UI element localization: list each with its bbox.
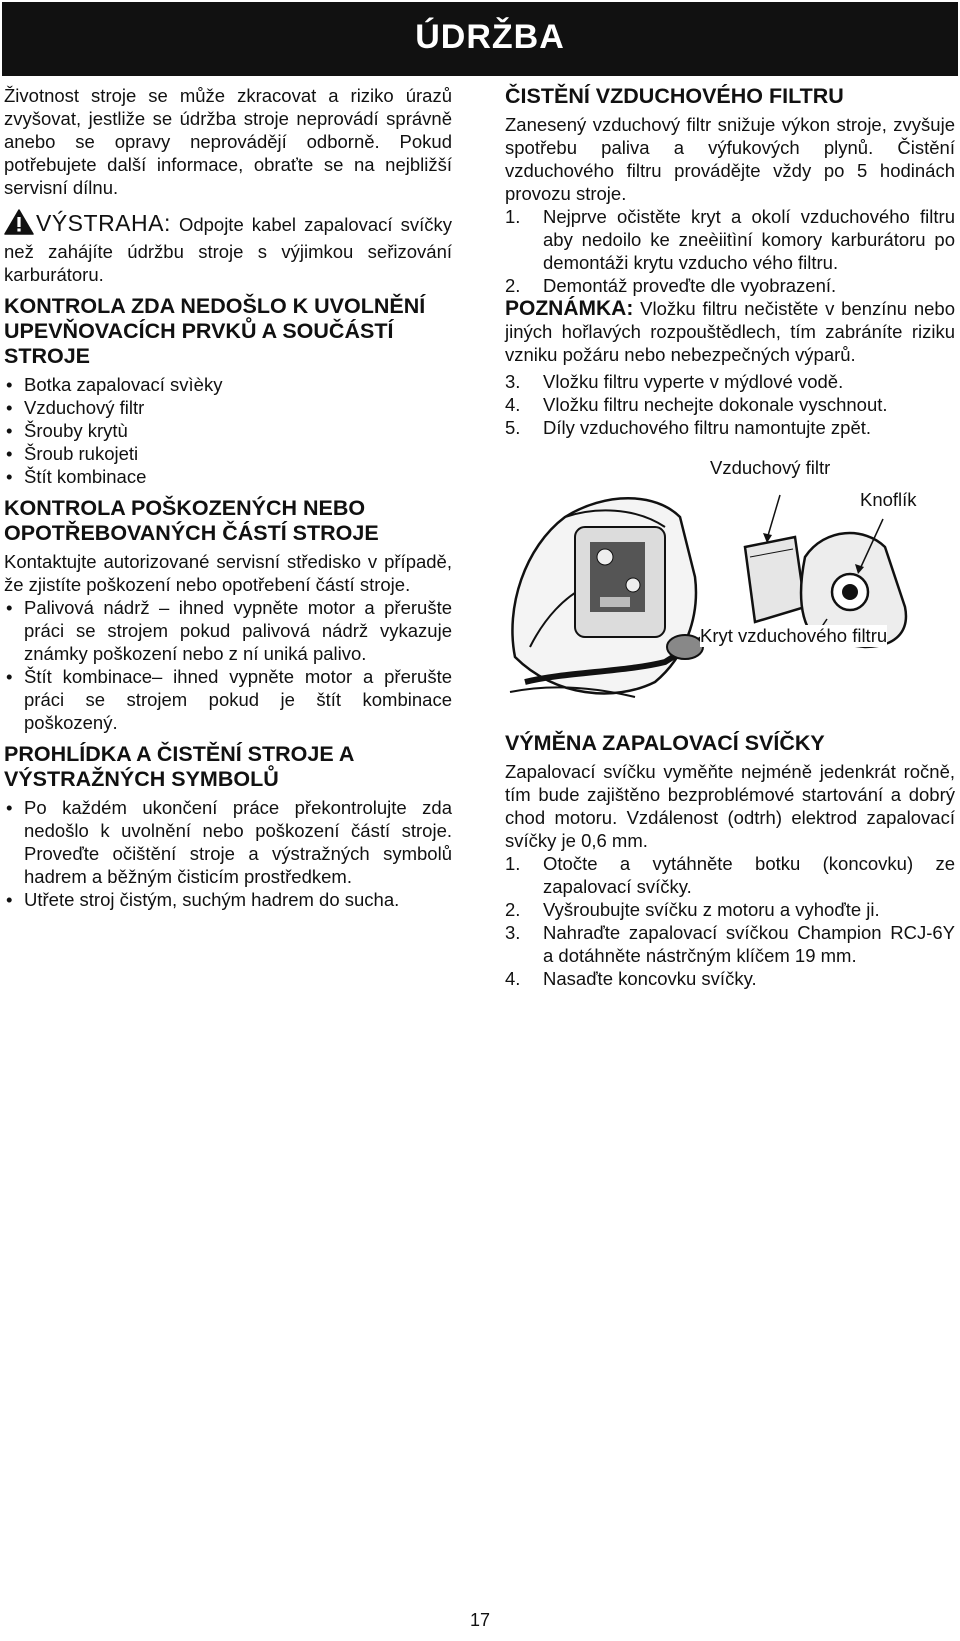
section-title-fasteners: KONTROLA ZDA NEDOŠLO K UVOLNĚNÍ UPEVŇOVACÍCH PRVKŮ A SOUČÁSTÍ STROJE <box>4 294 426 368</box>
list-item: • Štít kombinace <box>4 465 452 488</box>
header-bar <box>2 2 958 76</box>
warning-paragraph <box>4 209 452 286</box>
list-item: 4. Vložku filtru nechejte dokonale vyschnout. <box>505 394 888 415</box>
spark-plug-steps <box>505 852 955 990</box>
note-text: Vložku filtru nečistěte v benzínu nebo jiných hořlavých rozpouštědlech, tím zabráníte riziku vzniku požáru nebo nebezpečných výparů. <box>505 298 955 365</box>
warning-triangle-icon <box>4 209 34 240</box>
page-title: ÚDRŽBA <box>415 18 565 56</box>
spark-plug-paragraph: Zapalovací svíčku vyměňte nejméně jedenkrát ročně, tím bude zajištěno bezproblémové startování a dobrý chod motoru. Vzdálenost (odtrh) elektrod zapalovací svíčky je 0,6 mm. <box>505 761 955 851</box>
list-item: 3. Vložku filtru vyperte v mýdlové vodě. <box>505 371 844 392</box>
list-item: • Vzduchový filtr <box>4 396 452 419</box>
air-filter-steps-continued <box>505 370 955 439</box>
intro-paragraph: Životnost stroje se může zkracovat a riziko úrazů zvyšovat, jestliže se údržba stroje neprovádí správně anebo se opravy neprovádějí odborně. Pokud potřebujete další informace, obraťte se na nejbližší servisní dílnu. <box>4 85 452 198</box>
list-item: • Šrouby krytù <box>4 419 452 442</box>
damaged-parts-paragraph: Kontaktujte autorizované servisní středisko v případě, že zjistíte poškození nebo opotřebení částí stroje. <box>4 551 452 595</box>
section-title-damaged-parts: KONTROLA POŠKOZENÝCH NEBO OPOTŘEBOVANÝCH ČÁSTÍ STROJE <box>4 496 379 545</box>
callout-air-filter: Vzduchový filtr <box>710 457 831 478</box>
section-title-spark-plug: VÝMĚNA ZAPALOVACÍ SVÍČKY <box>505 731 825 755</box>
list-item: • Štít kombinace– ihned vypněte motor a přerušte práci se strojem pokud je štít kombinace poškozený. <box>4 665 452 734</box>
left-column <box>4 84 452 911</box>
callout-knob: Knoflík <box>860 489 917 510</box>
section-title-air-filter: ČISTĚNÍ VZDUCHOVÉHO FILTRU <box>505 84 844 108</box>
list-item: 5. Díly vzduchového filtru namontujte zpět. <box>505 417 872 438</box>
air-filter-diagram <box>505 457 955 707</box>
note-label: POZNÁMKA: <box>505 297 634 320</box>
list-item: 1. Nejprve očistěte kryt a okolí vzduchového filtru aby nedoilo ke zneèiitìní komory karburátoru po demontáži krytu vzducho vého filtru. <box>505 206 955 273</box>
warning-label: VÝSTRAHA: <box>36 210 171 236</box>
list-item: • Palivová nádrž – ihned vypněte motor a přerušte práci se strojem pokud palivová nádrž vykazuje známky poškození nebo z ní uniká palivo. <box>4 596 452 665</box>
cleaning-list <box>4 796 452 911</box>
callout-cover: Kryt vzduchového filtru <box>700 625 888 646</box>
list-item: • Utřete stroj čistým, suchým hadrem do sucha. <box>4 888 452 911</box>
page-number: 17 <box>469 1610 491 1630</box>
right-column <box>505 84 955 990</box>
list-item: 1. Otočte a vytáhněte botku (koncovku) ze zapalovací svíčky. <box>505 853 955 897</box>
air-filter-paragraph: Zanesený vzduchový filtr snižuje výkon stroje, zvyšuje spotřebu paliva a výfukových plynů. Čistění vzduchového filtru provádějte vždy po 5 hodinách provozu stroje. <box>505 114 955 204</box>
warning-text: Odpojte kabel zapalovací svíčky než zahájíte údržbu stroje s výjimkou seřizování karburátoru. <box>4 214 452 285</box>
list-item: • Botka zapalovací svìèky <box>4 373 452 396</box>
air-filter-steps <box>505 205 955 297</box>
list-item: 4. Nasaďte koncovku svíčky. <box>505 968 757 989</box>
list-item: 2. Demontáž proveďte dle vyobrazení. <box>505 275 837 296</box>
list-item: 3. Nahraďte zapalovací svíčkou Champion RCJ-6Y a dotáhněte nástrčným klíčem 19 mm. <box>505 922 955 966</box>
list-item: 2. Vyšroubujte svíčku z motoru a vyhoďte ji. <box>505 899 880 920</box>
section-title-cleaning: PROHLÍDKA A ČISTĚNÍ STROJE A VÝSTRAŽNÝCH SYMBOLŮ <box>4 742 354 791</box>
damaged-parts-list <box>4 596 452 734</box>
fasteners-list <box>4 373 452 488</box>
list-item: • Po každém ukončení práce překontrolujte zda nedošlo k uvolnění nebo poškození částí stroje. Proveďte očištění stroje a výstražných symbolů hadrem a běžným čisticím prostředkem. <box>4 796 452 888</box>
note-paragraph <box>505 297 955 366</box>
list-item: • Šroub rukojeti <box>4 442 452 465</box>
